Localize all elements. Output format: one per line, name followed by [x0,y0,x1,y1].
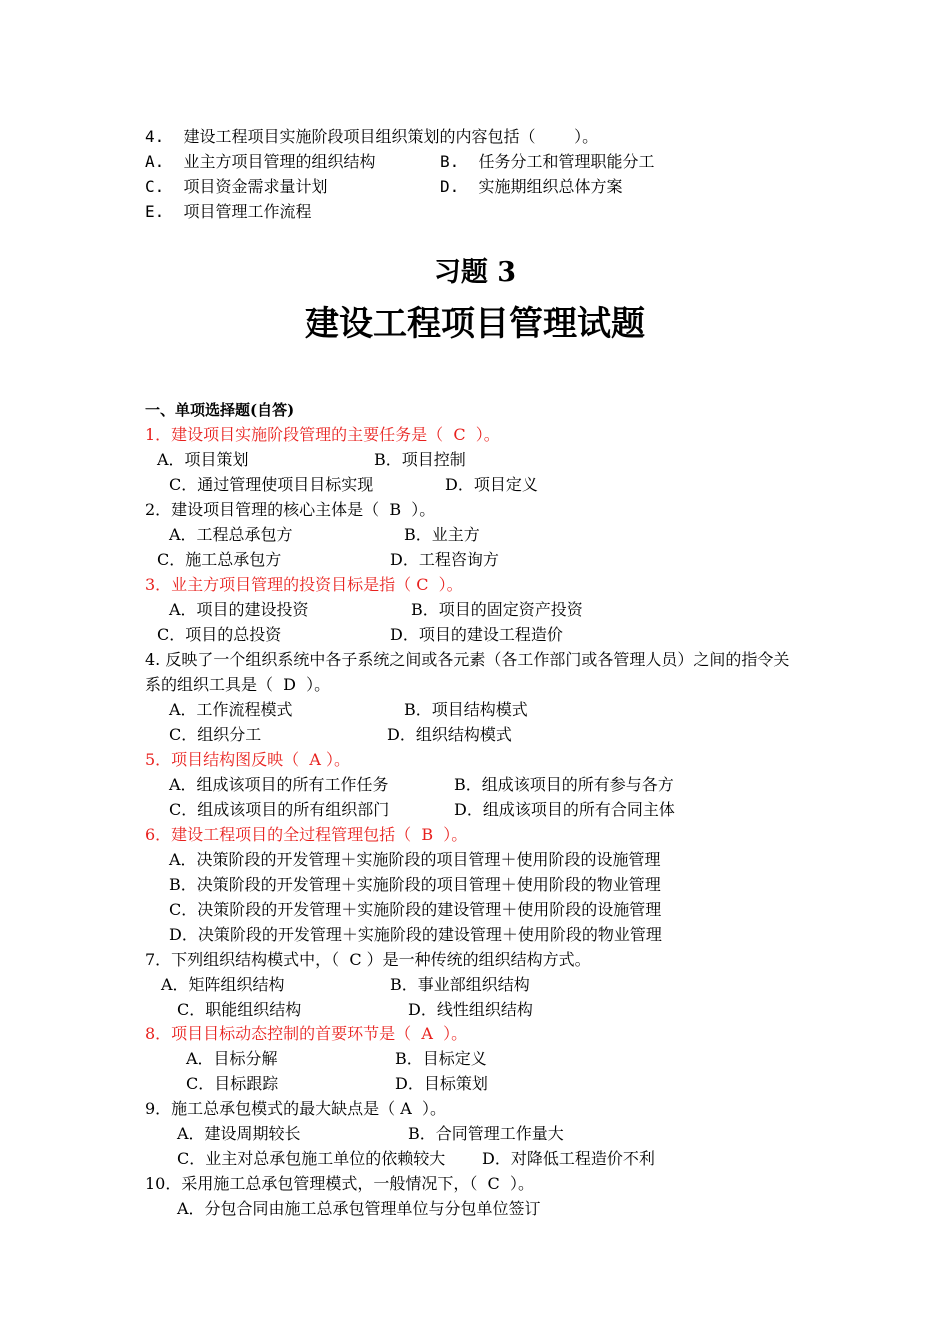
prev-option-e: E. 项目管理工作流程 [145,202,312,221]
question-3: 3．业主方项目管理的投资目标是指（ C ）。 [145,575,463,594]
prev-option-a: A. 业主方项目管理的组织结构 [145,152,376,171]
q7-option-d: D．线性组织结构 [408,1000,533,1019]
question-6: 6．建设工程项目的全过程管理包括（ B ）。 [145,825,468,844]
q1-option-a: A．项目策划 [157,450,249,469]
q1-option-b: B．项目控制 [374,450,466,469]
prev-option-b: B. 任务分工和管理职能分工 [440,152,655,171]
q8-option-a: A．目标分解 [186,1049,278,1068]
q2-option-c: C．施工总承包方 [157,550,282,569]
question-7: 7．下列组织结构模式中，（ C ）是一种传统的组织结构方式。 [145,950,591,969]
question-2: 2．建设项目管理的核心主体是（ B ）。 [145,500,436,519]
q7-option-c: C．职能组织结构 [177,1000,302,1019]
q3-option-a: A．项目的建设投资 [169,600,309,619]
q2-option-a: A．工程总承包方 [169,525,293,544]
question-1: 1．建设项目实施阶段管理的主要任务是（ C ）。 [145,425,500,444]
prev-option-c: C. 项目资金需求量计划 [145,177,328,196]
q7-option-b: B．事业部组织结构 [390,975,530,994]
q9-option-a: A．建设周期较长 [177,1124,301,1143]
prev-option-d: D. 实施期组织总体方案 [440,177,623,196]
q6-option-a: A．决策阶段的开发管理＋实施阶段的项目管理＋使用阶段的设施管理 [169,850,661,869]
section-title: 一、单项选择题(自答) [145,401,295,419]
q2-option-d: D．工程咨询方 [390,550,499,569]
q4-option-b: B．项目结构模式 [404,700,528,719]
q10-option-a: A．分包合同由施工总承包管理单位与分包单位签订 [177,1199,541,1218]
question-8: 8．项目目标动态控制的首要环节是（ A ）。 [145,1024,468,1043]
q1-option-c: C．通过管理使项目目标实现 [169,475,374,494]
prev-question-4: 4. 建设工程项目实施阶段项目组织策划的内容包括（ ）。 [145,127,599,146]
q4-option-d: D．组织结构模式 [387,725,512,744]
question-10: 10．采用施工总承包管理模式，一般情况下，（ C ）。 [145,1174,534,1193]
q8-option-c: C．目标跟踪 [186,1074,279,1093]
q3-option-c: C．项目的总投资 [157,625,282,644]
q9-option-d: D．对降低工程造价不利 [482,1149,655,1168]
q1-option-d: D．项目定义 [445,475,538,494]
q8-option-d: D．目标策划 [395,1074,488,1093]
q7-option-a: A．矩阵组织结构 [161,975,285,994]
q9-option-b: B．合同管理工作量大 [408,1124,564,1143]
q5-option-c: C．组成该项目的所有组织部门 [169,800,390,819]
q6-option-b: B．决策阶段的开发管理＋实施阶段的项目管理＋使用阶段的物业管理 [169,875,661,894]
q2-option-b: B．业主方 [404,525,480,544]
question-9: 9．施工总承包模式的最大缺点是（ A ）。 [145,1099,446,1118]
q5-option-a: A．组成该项目的所有工作任务 [169,775,389,794]
page-title: 建设工程项目管理试题 [305,304,645,344]
q3-option-d: D．项目的建设工程造价 [390,625,563,644]
question-4-line-1: 4. 反映了一个组织系统中各子系统之间或各元素（各工作部门或各管理人员）之间的指令关 [145,650,790,669]
q4-option-c: C．组织分工 [169,725,262,744]
q4-option-a: A．工作流程模式 [169,700,293,719]
question-4-line-2: 系的组织工具是（ D ）。 [145,675,331,694]
q5-option-b: B．组成该项目的所有参与各方 [454,775,674,794]
q6-option-c: C．决策阶段的开发管理＋实施阶段的建设管理＋使用阶段的设施管理 [169,900,662,919]
exercise-heading: 习题 3 [433,257,517,288]
q3-option-b: B．项目的固定资产投资 [411,600,583,619]
q6-option-d: D．决策阶段的开发管理＋实施阶段的建设管理＋使用阶段的物业管理 [169,925,662,944]
q5-option-d: D．组成该项目的所有合同主体 [454,800,675,819]
q9-option-c: C．业主对总承包施工单位的依赖较大 [177,1149,446,1168]
q8-option-b: B．目标定义 [395,1049,487,1068]
question-5: 5．项目结构图反映（ A ）。 [145,750,350,769]
